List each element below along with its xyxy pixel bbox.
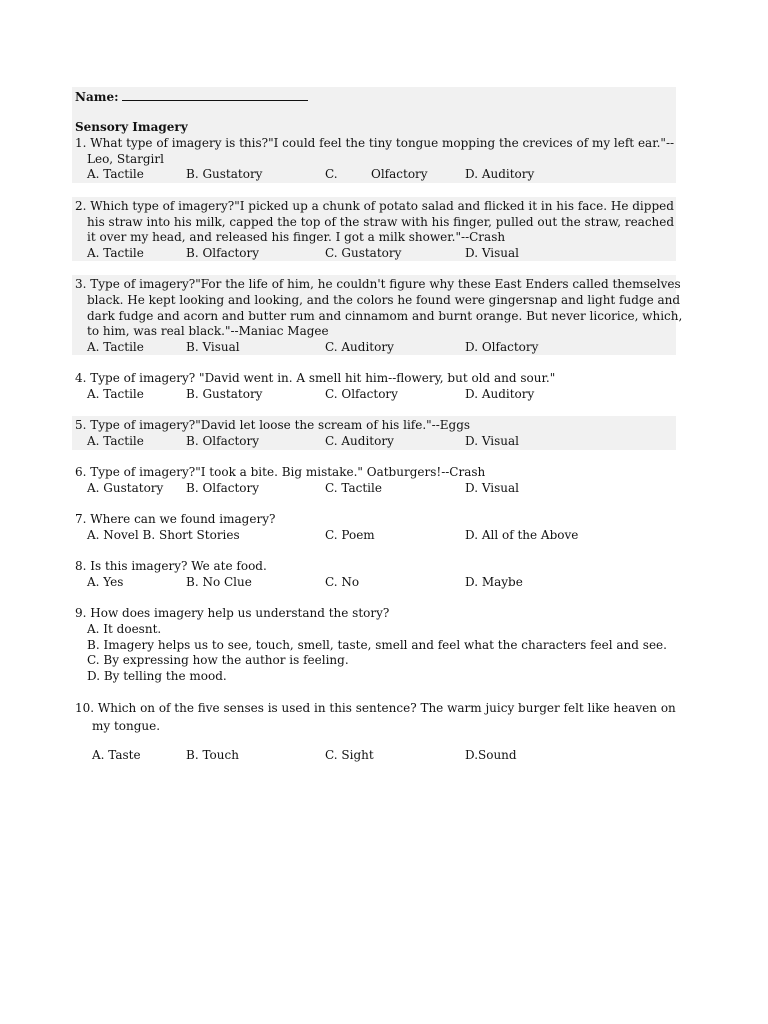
q1-option-b: B. Gustatory xyxy=(186,167,263,181)
q6-option-b: B. Olfactory xyxy=(186,481,260,495)
q3-text-2: black. He kept looking and looking, and the colors he found were gingersnap and light fudge and xyxy=(87,293,681,307)
q8-text-1: 8. Is this imagery? We ate food. xyxy=(75,559,267,573)
worksheet-title: Sensory Imagery xyxy=(75,120,188,134)
q1-text-1: 1. What type of imagery is this?"I could feel the tiny tongue mopping the crevices of my left ear."-- xyxy=(75,136,675,150)
q3-option-d: D. Olfactory xyxy=(465,340,539,354)
q8-option-b: B. No Clue xyxy=(186,575,252,589)
q5-option-b: B. Olfactory xyxy=(186,434,260,448)
q1-option-c-text: Olfactory xyxy=(371,167,428,181)
q2-text-1: 2. Which type of imagery?"I picked up a chunk of potato salad and flicked it in his face. He dipped xyxy=(75,199,674,213)
q10-option-d: D.Sound xyxy=(465,748,517,762)
q2-option-a: A. Tactile xyxy=(87,246,144,260)
q4-text-1: 4. Type of imagery? "David went in. A smell hit him--flowery, but old and sour." xyxy=(75,371,556,385)
q3-option-b: B. Visual xyxy=(186,340,240,354)
q6-option-c: C. Tactile xyxy=(325,481,382,495)
q9-option-a: A. It doesnt. xyxy=(87,622,162,636)
name-label: Name: xyxy=(75,90,119,104)
q4-option-d: D. Auditory xyxy=(465,387,535,401)
q2-option-b: B. Olfactory xyxy=(186,246,260,260)
q3-text-1: 3. Type of imagery?"For the life of him, he couldn't figure why these East Enders called themselves xyxy=(75,277,681,291)
q5-option-c: C. Auditory xyxy=(325,434,394,448)
q10-option-b: B. Touch xyxy=(186,748,239,762)
q9-text-1: 9. How does imagery help us understand the story? xyxy=(75,606,390,620)
q7-option-d: D. All of the Above xyxy=(465,528,579,542)
q4-option-c: C. Olfactory xyxy=(325,387,398,401)
name-field xyxy=(75,89,308,105)
q6-option-d: D. Visual xyxy=(465,481,519,495)
q2-text-3: it over my head, and released his finger. I got a milk shower."--Crash xyxy=(87,230,506,244)
q7-option-ab: A. Novel B. Short Stories xyxy=(87,528,240,542)
q2-option-c: C. Gustatory xyxy=(325,246,402,260)
q1-option-a: A. Tactile xyxy=(87,167,144,181)
q3-option-c: C. Auditory xyxy=(325,340,394,354)
q4-option-a: A. Tactile xyxy=(87,387,144,401)
q10-text-2: my tongue. xyxy=(92,719,161,733)
q8-option-a: A. Yes xyxy=(87,575,124,589)
q6-option-a: A. Gustatory xyxy=(87,481,164,495)
q5-option-d: D. Visual xyxy=(465,434,519,448)
q10-text-1: 10. Which on of the five senses is used in this sentence? The warm juicy burger felt like heaven on xyxy=(75,701,676,715)
q9-option-b: B. Imagery helps us to see, touch, smell, taste, smell and feel what the characters feel and see. xyxy=(87,638,667,652)
q6-text-1: 6. Type of imagery?"I took a bite. Big mistake." Oatburgers!--Crash xyxy=(75,465,486,479)
q2-text-2: his straw into his milk, capped the top of the straw with his finger, pulled out the straw, reached xyxy=(87,215,675,229)
q1-text-2: Leo, Stargirl xyxy=(87,152,164,166)
q4-option-b: B. Gustatory xyxy=(186,387,263,401)
q8-option-d: D. Maybe xyxy=(465,575,523,589)
q3-option-a: A. Tactile xyxy=(87,340,144,354)
q5-option-a: A. Tactile xyxy=(87,434,144,448)
name-underline xyxy=(122,89,308,101)
q3-text-4: to him, was real black."--Maniac Magee xyxy=(87,324,329,338)
q7-text-1: 7. Where can we found imagery? xyxy=(75,512,276,526)
q10-option-c: C. Sight xyxy=(325,748,374,762)
q1-option-d: D. Auditory xyxy=(465,167,535,181)
q2-option-d: D. Visual xyxy=(465,246,519,260)
q8-option-c: C. No xyxy=(325,575,360,589)
q9-option-c: C. By expressing how the author is feeling. xyxy=(87,653,349,667)
q3-text-3: dark fudge and acorn and butter rum and cinnamom and burnt orange. But never licorice, which, xyxy=(87,309,683,323)
q1-option-c: C. xyxy=(325,167,338,181)
q10-option-a: A. Taste xyxy=(92,748,141,762)
q7-option-c: C. Poem xyxy=(325,528,375,542)
q5-text-1: 5. Type of imagery?"David let loose the scream of his life."--Eggs xyxy=(75,418,471,432)
q9-option-d: D. By telling the mood. xyxy=(87,669,227,683)
